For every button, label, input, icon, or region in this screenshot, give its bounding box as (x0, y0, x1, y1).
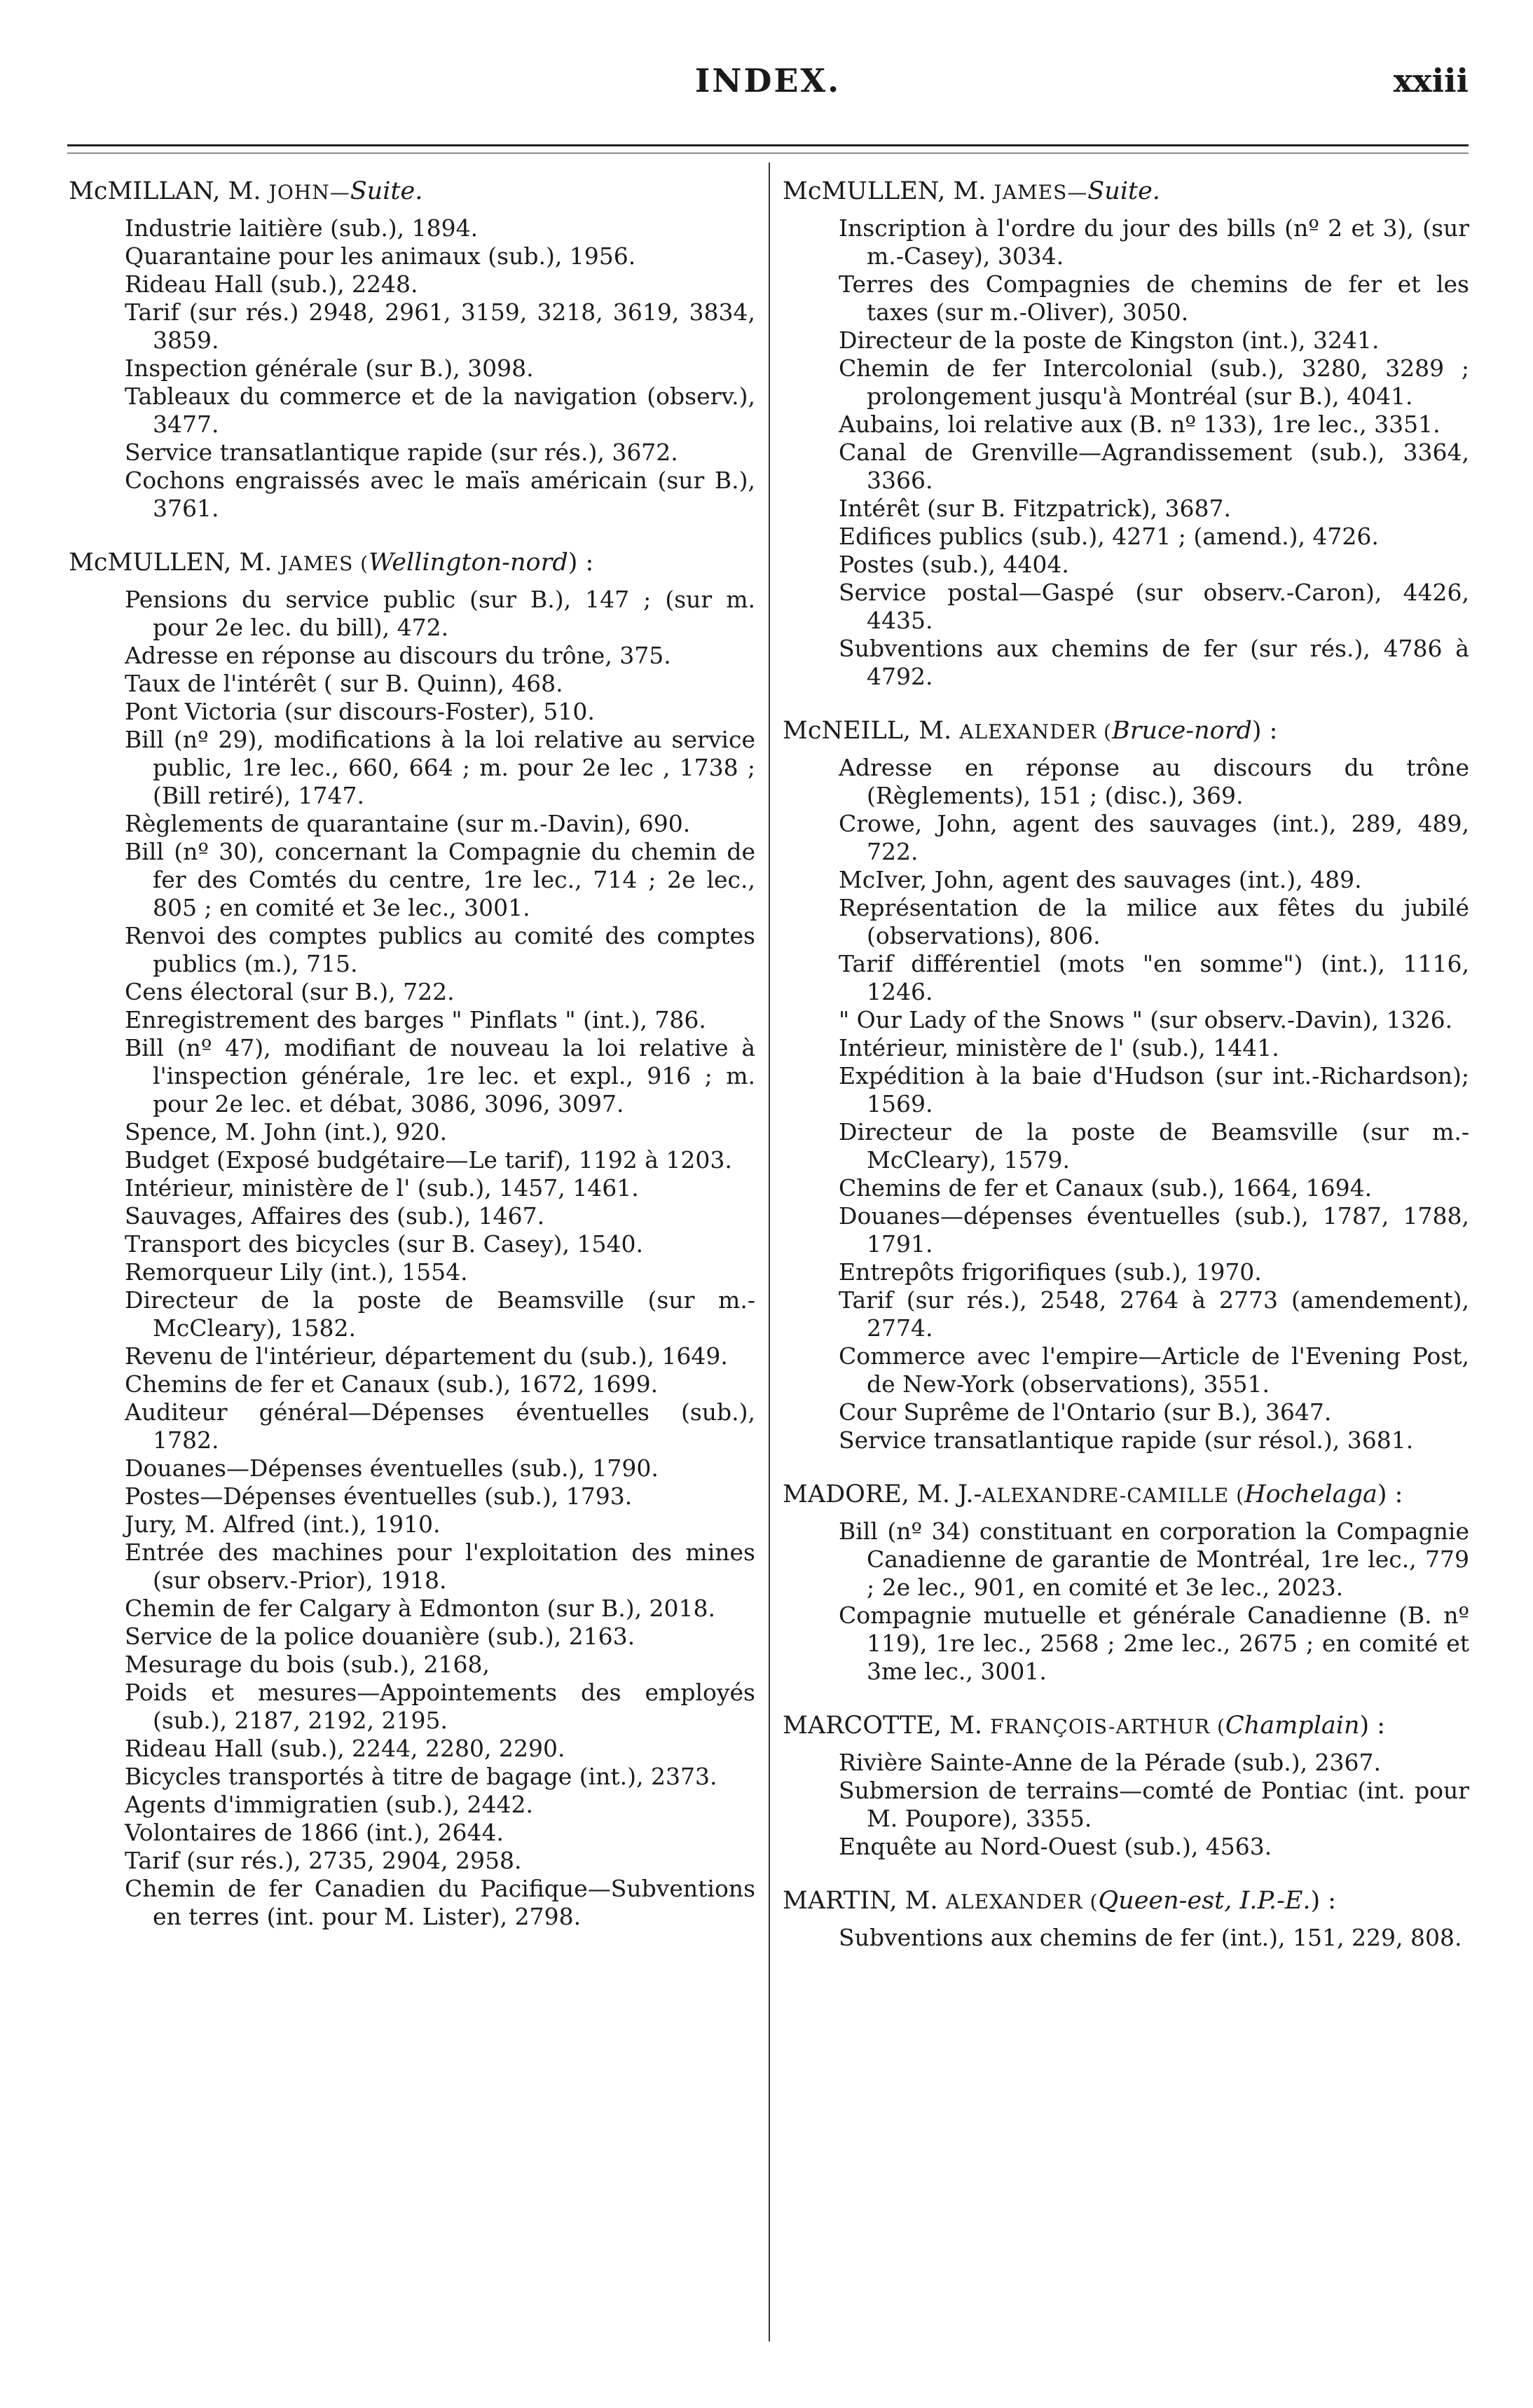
entry-item: Chemins de fer et Canaux (sub.), 1664, 1694. (839, 1174, 1373, 1202)
entry-item: Adresse en réponse au discours du trône, 375. (125, 642, 671, 669)
entry-item: Terres des Compagnies de chemins de fer et les taxes (sur m.-Oliver), 3050. (839, 270, 1469, 326)
entry-item: Canal de Grenville—Agrandissement (sub.), 3364, 3366. (839, 439, 1469, 494)
index-entry (783, 1478, 1469, 1686)
entry-item: Spence, M. John (int.), 920. (125, 1118, 448, 1145)
entry-item: Quarantaine pour les animaux (sub.), 1956. (125, 242, 636, 270)
entry-item: Pensions du service public (sur B.), 147 ; (sur m. pour 2e lec. du bill), 472. (125, 586, 755, 641)
entry-heading: McMILLAN, M. JOHN—Suite. (69, 177, 423, 205)
index-entry (69, 175, 755, 523)
entry-item: Sauvages, Affaires des (sub.), 1467. (125, 1202, 545, 1230)
entry-item: Tarif (sur rés.), 2548, 2764 à 2773 (amendement), 2774. (839, 1286, 1469, 1342)
entry-item: Directeur de la poste de Beamsville (sur m.-McCleary), 1582. (125, 1286, 755, 1342)
entry-item: Entrée des machines pour l'exploitation des mines (sur observ.-Prior), 1918. (125, 1539, 755, 1594)
entry-heading: McMULLEN, M. JAMES—Suite. (783, 177, 1160, 205)
entry-item: Crowe, John, agent des sauvages (int.), 289, 489, 722. (839, 810, 1469, 865)
entry-item: Cour Suprême de l'Ontario (sur B.), 3647. (839, 1398, 1332, 1426)
entry-heading: McMULLEN, M. JAMES (Wellington-nord) : (69, 549, 594, 577)
entry-item: Subventions aux chemins de fer (sur rés.), 4786 à 4792. (839, 635, 1469, 690)
entry-item: Entrepôts frigorifiques (sub.), 1970. (839, 1258, 1262, 1286)
index-entry (69, 546, 755, 1931)
entry-item: Enquête au Nord-Ouest (sub.), 4563. (839, 1833, 1272, 1860)
entry-item: Bill (nº 29), modifications à la loi relative au service public, 1re lec., 660, 664 ; m. pour 2e lec , 1738 ; (Bill retiré), 1747. (125, 726, 755, 809)
right-column (783, 175, 1469, 1976)
entry-item: Service de la police douanière (sub.), 2163. (125, 1623, 635, 1650)
entry-item: Inspection générale (sur B.), 3098. (125, 355, 534, 382)
entry-item: Submersion de terrains—comté de Pontiac (int. pour M. Poupore), 3355. (839, 1777, 1469, 1832)
entry-item: Douanes—dépenses éventuelles (sub.), 1787, 1788, 1791. (839, 1202, 1469, 1258)
entry-item: Rideau Hall (sub.), 2248. (125, 270, 418, 298)
entry-item: Mesurage du bois (sub.), 2168, (125, 1651, 490, 1678)
entry-item: Cochons engraissés avec le maïs américain (sur B.), 3761. (125, 467, 755, 522)
entry-item: Directeur de la poste de Beamsville (sur m.-McCleary), 1579. (839, 1118, 1469, 1174)
index-entry (783, 715, 1469, 1454)
entry-heading: MARTIN, M. ALEXANDER (Queen-est, I.P.-E.) : (783, 1887, 1337, 1915)
entry-item: Intérêt (sur B. Fitzpatrick), 3687. (839, 495, 1231, 522)
entry-item: Budget (Exposé budgétaire—Le tarif), 1192 à 1203. (125, 1146, 732, 1174)
entry-item: Bill (nº 34) constituant en corporation la Compagnie Canadienne de garantie de Montréal, 1re lec., 779 ; 2e lec., 901, en comité et 3e lec., 2023. (839, 1518, 1469, 1601)
entry-item: Tableaux du commerce et de la navigation (observ.), 3477. (125, 383, 755, 438)
entry-item: Renvoi des comptes publics au comité des comptes publics (m.), 715. (125, 922, 755, 977)
entry-item: Chemin de fer Intercolonial (sub.), 3280, 3289 ; prolongement jusqu'à Montréal (sur B.), 4041. (839, 355, 1469, 410)
entry-item: Représentation de la milice aux fêtes du jubilé (observations), 806. (839, 894, 1469, 949)
entry-item: Volontaires de 1866 (int.), 2644. (125, 1819, 504, 1846)
entry-item: Rideau Hall (sub.), 2244, 2280, 2290. (125, 1735, 565, 1762)
entry-item: Compagnie mutuelle et générale Canadienne (B. nº 119), 1re lec., 2568 ; 2me lec., 2675 ; en comité et 3me lec., 3001. (839, 1602, 1469, 1685)
entry-item: Cens électoral (sur B.), 722. (125, 978, 455, 1005)
entry-item: Intérieur, ministère de l' (sub.), 1457, 1461. (125, 1174, 639, 1202)
entry-item: Service transatlantique rapide (sur rés.), 3672. (125, 439, 678, 466)
entry-item: Service postal—Gaspé (sur observ.-Caron), 4426, 4435. (839, 579, 1469, 634)
entry-item: Tarif différentiel (mots "en somme") (int.), 1116, 1246. (839, 950, 1469, 1005)
entry-item: Intérieur, ministère de l' (sub.), 1441. (839, 1034, 1279, 1061)
entry-item: Aubains, loi relative aux (B. nº 133), 1re lec., 3351. (839, 411, 1441, 438)
entry-item: Edifices publics (sub.), 4271 ; (amend.), 4726. (839, 523, 1379, 550)
entry-item: Revenu de l'intérieur, département du (sub.), 1649. (125, 1342, 728, 1370)
column-divider (769, 163, 770, 2341)
entry-item: McIver, John, agent des sauvages (int.), 489. (839, 866, 1362, 893)
entry-item: Rivière Sainte-Anne de la Pérade (sub.), 2367. (839, 1749, 1382, 1776)
entry-item: Tarif (sur rés.) 2948, 2961, 3159, 3218, 3619, 3834, 3859. (125, 298, 755, 354)
index-entry (783, 1885, 1469, 1952)
entry-item: Adresse en réponse au discours du trône (Règlements), 151 ; (disc.), 369. (839, 754, 1469, 809)
entry-item: Bicycles transportés à titre de bagage (int.), 2373. (125, 1763, 717, 1790)
entry-item: Enregistrement des barges " Pinflats " (int.), 786. (125, 1006, 706, 1033)
index-entry (783, 1709, 1469, 1861)
entry-item: Postes—Dépenses éventuelles (sub.), 1793. (125, 1482, 633, 1510)
entry-item: Expédition à la baie d'Hudson (sur int.-Richardson); 1569. (839, 1062, 1469, 1117)
entry-item: Chemin de fer Canadien du Pacifique—Subventions en terres (int. pour M. Lister), 2798. (125, 1875, 755, 1930)
entry-item: Auditeur général—Dépenses éventuelles (sub.), 1782. (125, 1398, 755, 1454)
entry-item: Chemins de fer et Canaux (sub.), 1672, 1699. (125, 1370, 659, 1398)
entry-item: Taux de l'intérêt ( sur B. Quinn), 468. (125, 670, 563, 697)
entry-item: Chemin de fer Calgary à Edmonton (sur B.), 2018. (125, 1595, 716, 1622)
entry-item: Tarif (sur rés.), 2735, 2904, 2958. (125, 1847, 522, 1874)
entry-item: Bill (nº 47), modifiant de nouveau la loi relative à l'inspection générale, 1re lec. et expl., 916 ; m. pour 2e lec. et débat, 3086, 3096, 3097. (125, 1034, 755, 1117)
entry-item: Remorqueur Lily (int.), 1554. (125, 1258, 468, 1286)
entry-item: Commerce avec l'empire—Article de l'Evening Post, de New-York (observations), 3551. (839, 1342, 1469, 1398)
entry-heading: MARCOTTE, M. FRANÇOIS-ARTHUR (Champlain) : (783, 1712, 1386, 1740)
entry-item: Inscription à l'ordre du jour des bills (nº 2 et 3), (sur m.-Casey), 3034. (839, 214, 1469, 270)
entry-item: Industrie laitière (sub.), 1894. (125, 214, 479, 242)
entry-item: " Our Lady of the Snows " (sur observ.-Davin), 1326. (839, 1006, 1453, 1033)
entry-heading: MADORE, M. J.-ALEXANDRE-CAMILLE (Hochelaga) : (783, 1480, 1403, 1508)
page-header (67, 42, 1469, 112)
entry-item: Douanes—Dépenses éventuelles (sub.), 1790. (125, 1454, 659, 1482)
page-title: INDEX. (694, 62, 841, 99)
index-entry (783, 175, 1469, 691)
entry-item: Transport des bicycles (sur B. Casey), 1540. (125, 1230, 643, 1258)
left-column (69, 175, 755, 1955)
entry-item: Pont Victoria (sur discours-Foster), 510. (125, 698, 595, 725)
entry-item: Jury, M. Alfred (int.), 1910. (125, 1511, 441, 1538)
page-number: xxiii (1393, 62, 1469, 99)
header-rule-thick (67, 144, 1469, 146)
entry-heading: McNEILL, M. ALEXANDER (Bruce-nord) : (783, 717, 1278, 745)
entry-item: Service transatlantique rapide (sur résol.), 3681. (839, 1426, 1414, 1454)
entry-item: Subventions aux chemins de fer (int.), 151, 229, 808. (839, 1924, 1462, 1951)
entry-item: Poids et mesures—Appointements des employés (sub.), 2187, 2192, 2195. (125, 1679, 755, 1734)
entry-item: Règlements de quarantaine (sur m.-Davin), 690. (125, 810, 691, 837)
entry-item: Directeur de la poste de Kingston (int.), 3241. (839, 326, 1380, 354)
entry-item: Postes (sub.), 4404. (839, 551, 1069, 578)
entry-item: Bill (nº 30), concernant la Compagnie du chemin de fer des Comtés du centre, 1re lec., 714 ; 2e lec., 805 ; en comité et 3e lec., 3001. (125, 838, 755, 921)
entry-item: Agents d'immigratien (sub.), 2442. (125, 1791, 533, 1818)
